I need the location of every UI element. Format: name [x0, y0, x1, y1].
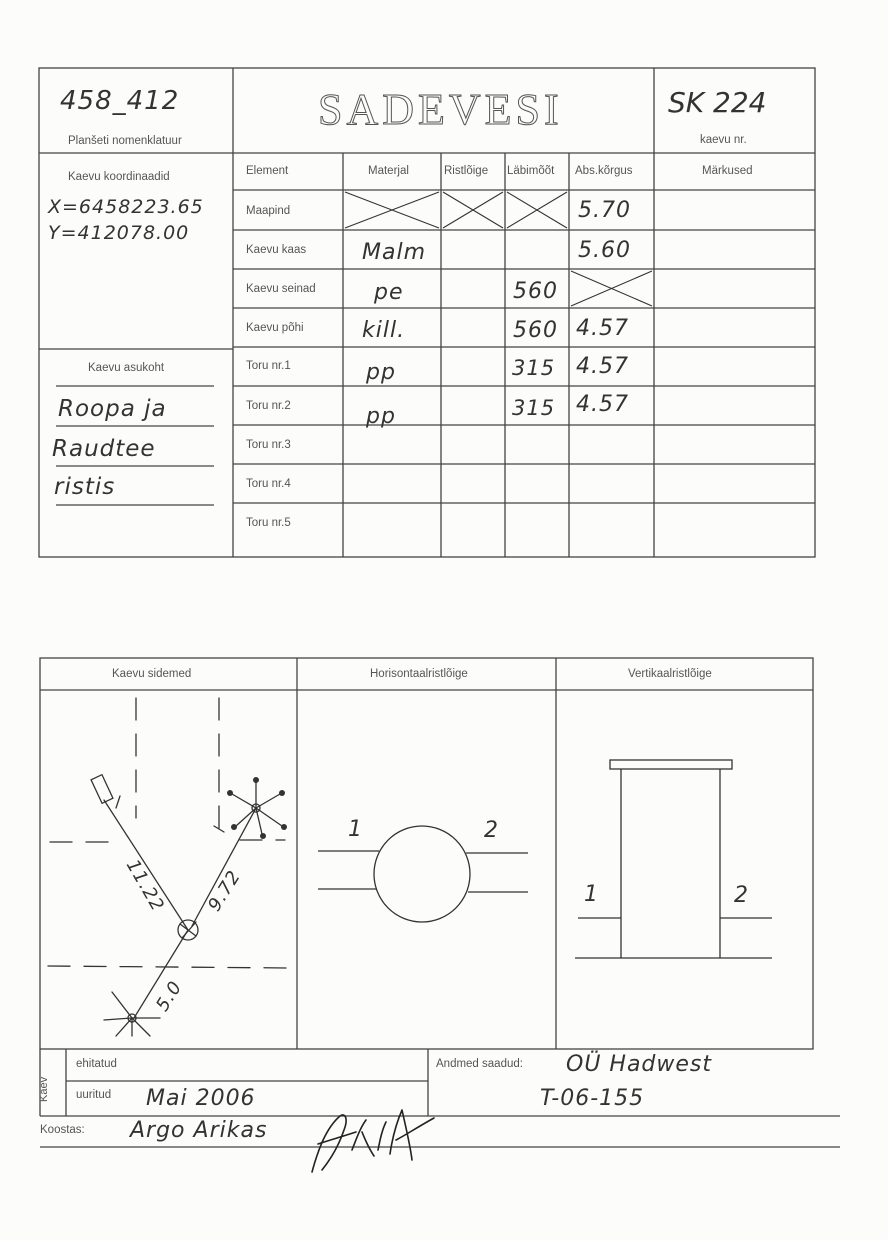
well-number-value: SK 224: [668, 86, 767, 119]
row-label-toru-2: Toru nr.2: [246, 400, 291, 412]
cell-seinad-labimoot: 560: [513, 279, 558, 304]
row-label-toru-5: Toru nr.5: [246, 517, 291, 529]
ehitatud-label: ehitatud: [76, 1058, 117, 1070]
cell-maapind-abs: 5.70: [578, 198, 631, 223]
andmed-label: Andmed saadud:: [436, 1058, 523, 1070]
koostas-label: Koostas:: [40, 1124, 85, 1136]
cell-kaas-materjal: Malm: [362, 240, 427, 265]
cell-toru2-labimoot: 315: [512, 396, 556, 420]
cell-toru2-materjal: pp: [366, 404, 396, 429]
col-header-labimoot: Läbimõõt: [507, 165, 555, 177]
row-label-kaevu-pohi: Kaevu põhi: [246, 322, 304, 334]
cell-pohi-labimoot: 560: [513, 318, 558, 343]
pipe-1-label-vertical: 1: [584, 882, 599, 907]
cell-toru1-materjal: pp: [366, 360, 396, 385]
col-header-markused: Märkused: [702, 165, 753, 177]
location-line-1: Roopa ja: [58, 396, 167, 422]
andmed-code: T-06-155: [540, 1086, 645, 1111]
cell-toru2-abs: 4.57: [576, 392, 629, 417]
location-line-2: Raudtee: [52, 436, 156, 462]
row-label-toru-4: Toru nr.4: [246, 478, 291, 490]
uuritud-value: Mai 2006: [146, 1086, 256, 1111]
row-label-toru-1: Toru nr.1: [246, 360, 291, 372]
distance-label-2: 9.72: [204, 866, 246, 916]
pipe-2-label-horizontal: 2: [484, 818, 499, 843]
coordinates-label: Kaevu koordinaadid: [68, 171, 170, 183]
location-line-3: ristis: [54, 474, 116, 500]
cell-pohi-materjal: kill.: [362, 318, 406, 343]
vertical-section-label: Vertikaalristlõige: [628, 668, 712, 680]
cell-toru1-labimoot: 315: [512, 356, 556, 380]
distance-label-1: 11.22: [121, 856, 169, 916]
nomenclature-label: Planšeti nomenklatuur: [68, 135, 182, 147]
row-label-maapind: Maapind: [246, 205, 291, 217]
cell-kaas-abs: 5.60: [578, 238, 631, 263]
row-label-toru-3: Toru nr.3: [246, 439, 291, 451]
coordinate-x: X=6458223.65: [48, 196, 204, 218]
well-number-label: kaevu nr.: [700, 134, 747, 146]
location-label: Kaevu asukoht: [88, 362, 165, 374]
horizontal-section-label: Horisontaalristlõige: [370, 668, 468, 680]
cell-pohi-abs: 4.57: [576, 316, 629, 341]
row-label-kaevu-kaas: Kaevu kaas: [246, 244, 307, 256]
col-header-materjal: Materjal: [368, 165, 409, 177]
kaev-label: Kaev: [38, 1076, 50, 1102]
nomenclature-value: 458_412: [60, 86, 180, 116]
document-title: SADEVESI: [318, 85, 563, 134]
col-header-element: Element: [246, 165, 289, 177]
coordinate-y: Y=412078.00: [48, 222, 190, 244]
col-header-ristloige: Ristlõige: [444, 165, 489, 177]
distance-label-3: 5.0: [152, 977, 187, 1016]
connections-label: Kaevu sidemed: [112, 668, 192, 680]
koostas-value: Argo Arikas: [130, 1118, 268, 1143]
cell-toru1-abs: 4.57: [576, 354, 629, 379]
pipe-1-label-horizontal: 1: [348, 817, 363, 842]
andmed-value: OÜ Hadwest: [566, 1052, 713, 1077]
row-label-kaevu-seinad: Kaevu seinad: [246, 283, 316, 295]
pipe-2-label-vertical: 2: [734, 883, 749, 908]
col-header-abs-korgus: Abs.kõrgus: [575, 165, 633, 177]
uuritud-label: uuritud: [76, 1089, 112, 1101]
cell-seinad-materjal: pe: [374, 280, 404, 305]
